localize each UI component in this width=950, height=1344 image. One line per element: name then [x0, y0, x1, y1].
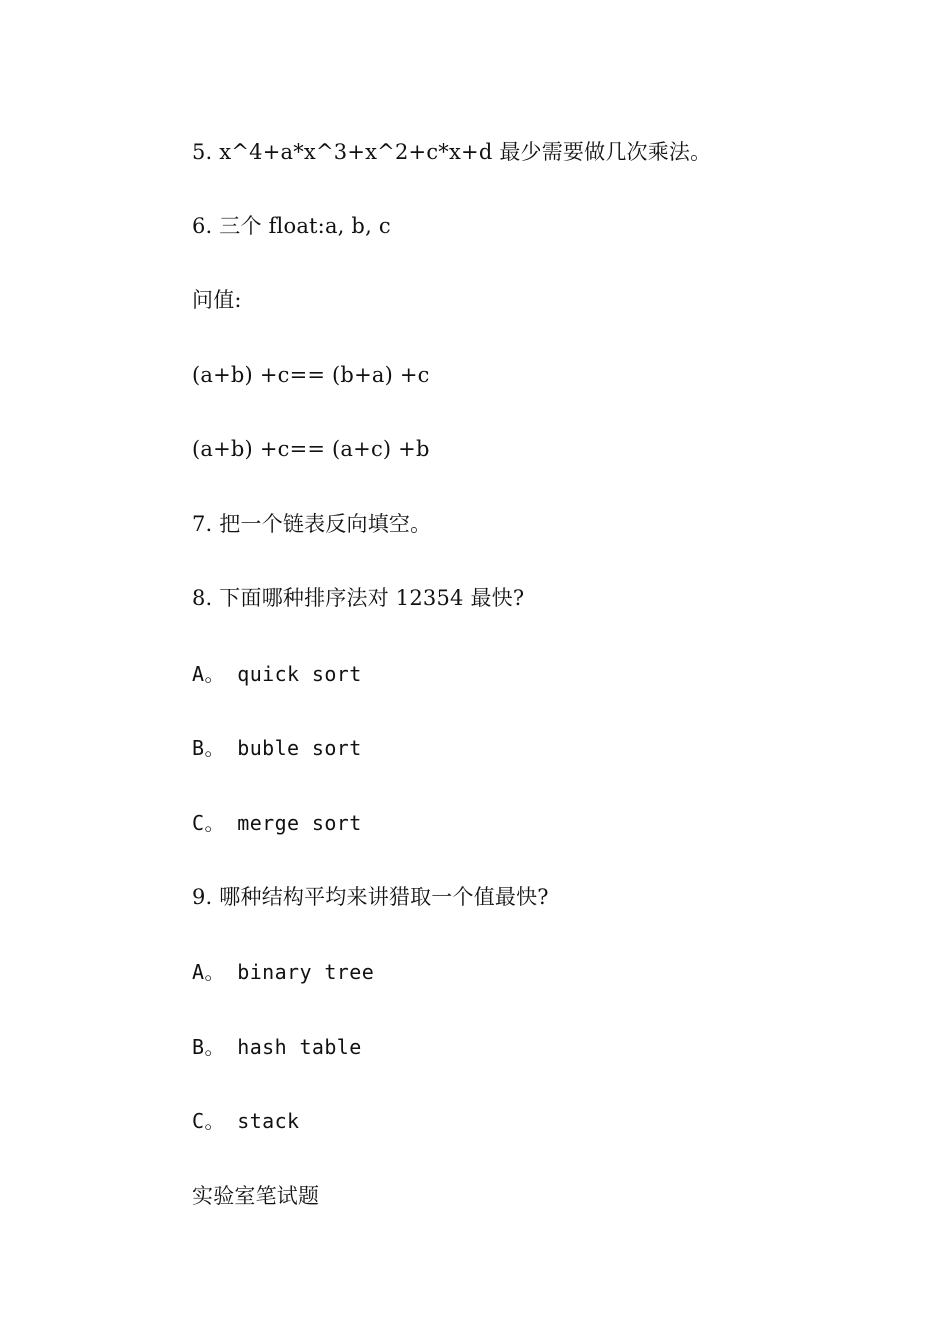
question-6-expression-1: (a+b) +c== (b+a) +c — [192, 363, 430, 387]
question-5: 5. x^4+a*x^3+x^2+c*x+d 最少需要做几次乘法。 — [192, 140, 712, 164]
question-6-expression-2: (a+b) +c== (a+c) +b — [192, 437, 430, 461]
question-8-option-c: C。 merge sort — [192, 811, 362, 835]
question-8: 8. 下面哪种排序法对 12354 最快? — [192, 586, 525, 610]
question-6-prompt: 问值: — [192, 288, 242, 312]
section-title-lab-written-test: 实验室笔试题 — [192, 1184, 320, 1208]
question-9: 9. 哪种结构平均来讲猎取一个值最快? — [192, 885, 549, 909]
question-9-option-a: A。 binary tree — [192, 960, 375, 984]
question-8-option-b: B。 buble sort — [192, 736, 362, 760]
question-9-option-b: B。 hash table — [192, 1035, 362, 1059]
question-7: 7. 把一个链表反向填空。 — [192, 512, 432, 536]
question-6: 6. 三个 float:a, b, c — [192, 214, 391, 238]
question-9-option-c: C。 stack — [192, 1109, 300, 1133]
question-8-option-a: A。 quick sort — [192, 662, 362, 686]
